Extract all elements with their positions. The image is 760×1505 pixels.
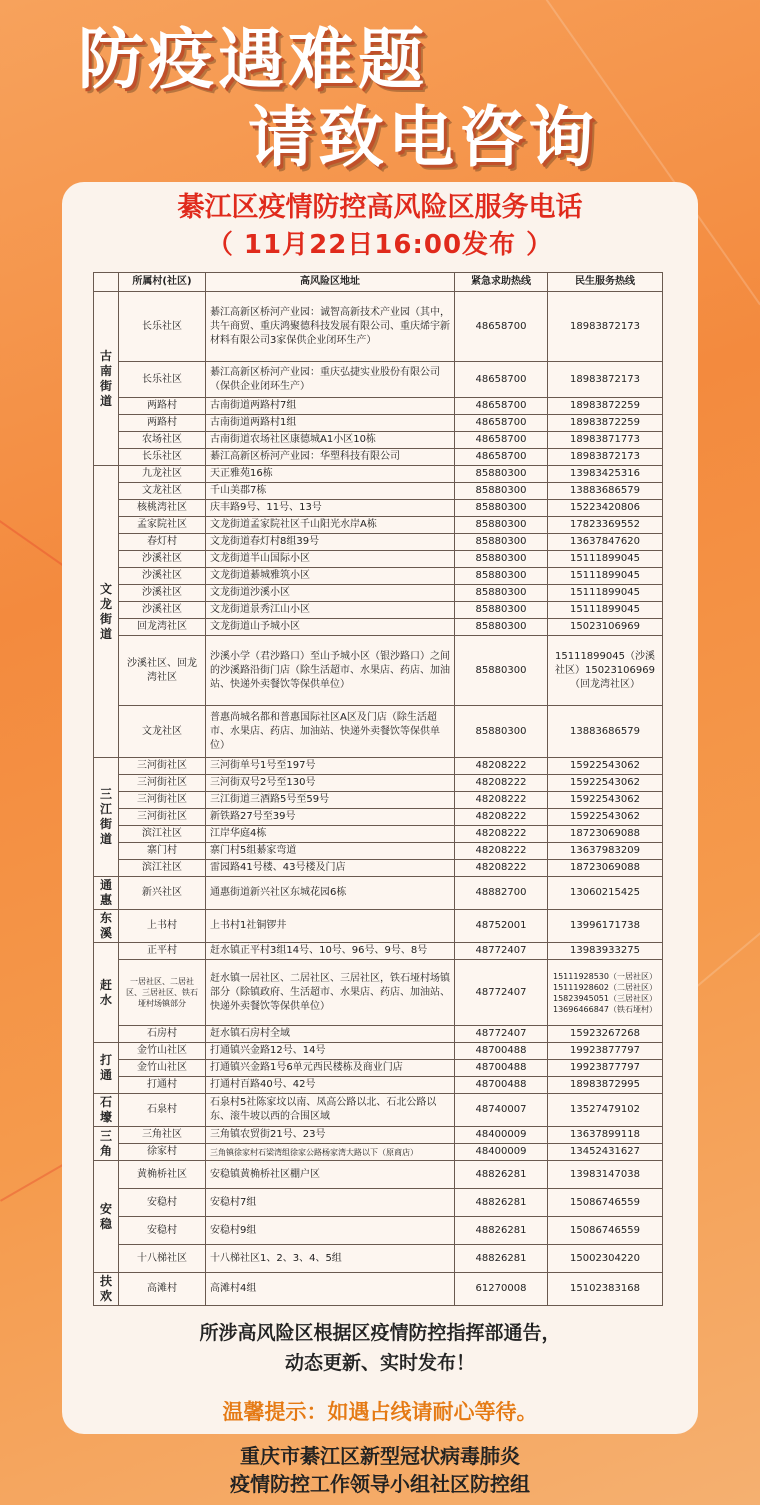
table-row [94, 1273, 663, 1306]
village-cell: 回龙湾社区 [119, 619, 206, 636]
header-address: 高风险区地址 [206, 273, 455, 292]
village-cell: 两路村 [119, 398, 206, 415]
emergency-cell: 48208222 [455, 843, 548, 860]
table-row [94, 826, 663, 843]
table-row [94, 362, 663, 398]
service-cell: 18983872173 [548, 449, 663, 466]
service-cell: 15111899045 [548, 568, 663, 585]
address-cell: 文龙街道孟家院社区千山阳光水岸A栋 [206, 517, 455, 534]
service-cell: 15111899045 [548, 602, 663, 619]
emergency-cell: 85880300 [455, 619, 548, 636]
street-name: 通惠 [94, 877, 119, 910]
village-cell: 高滩村 [119, 1273, 206, 1306]
address-cell: 石泉村5社陈家坟以南、凤高公路以北、石北公路以东、滚牛坡以西的合围区域 [206, 1094, 455, 1127]
emergency-cell: 48208222 [455, 809, 548, 826]
emergency-cell: 48208222 [455, 826, 548, 843]
village-cell: 长乐社区 [119, 362, 206, 398]
service-cell: 17823369552 [548, 517, 663, 534]
table-row [94, 706, 663, 758]
table-row [94, 1094, 663, 1127]
street-name: 扶欢 [94, 1273, 119, 1306]
emergency-cell: 48700488 [455, 1060, 548, 1077]
village-cell: 十八梯社区 [119, 1245, 206, 1273]
table-row [94, 636, 663, 706]
village-cell: 上书村 [119, 910, 206, 943]
table-row [94, 775, 663, 792]
emergency-cell: 48772407 [455, 1026, 548, 1043]
village-cell: 文龙社区 [119, 706, 206, 758]
street-name: 古南街道 [94, 292, 119, 466]
village-cell: 石房村 [119, 1026, 206, 1043]
emergency-cell: 48826281 [455, 1217, 548, 1245]
service-cell: 13637847620 [548, 534, 663, 551]
service-cell: 18983872173 [548, 292, 663, 362]
address-cell: 文龙街道山予城小区 [206, 619, 455, 636]
village-cell: 文龙社区 [119, 483, 206, 500]
village-cell: 春灯村 [119, 534, 206, 551]
address-cell: 文龙街道半山国际小区 [206, 551, 455, 568]
emergency-cell: 48658700 [455, 432, 548, 449]
village-cell: 滨江社区 [119, 860, 206, 877]
service-cell: 19923877797 [548, 1043, 663, 1060]
header-service: 民生服务热线 [548, 273, 663, 292]
table-row [94, 1026, 663, 1043]
service-cell: 18983871773 [548, 432, 663, 449]
village-cell: 徐家村 [119, 1144, 206, 1161]
village-cell: 安稳村 [119, 1217, 206, 1245]
warm-tip: 温馨提示：如遇占线请耐心等待。 [222, 1400, 538, 1424]
table-row [94, 517, 663, 534]
table-row [94, 1245, 663, 1273]
table-row [94, 1060, 663, 1077]
address-cell: 十八梯社区1、2、3、4、5组 [206, 1245, 455, 1273]
service-cell: 13060215425 [548, 877, 663, 910]
service-cell: 13527479102 [548, 1094, 663, 1127]
address-cell: 雷园路41号楼、43号楼及门店 [206, 860, 455, 877]
address-cell: 三江街道三酒路5号至59号 [206, 792, 455, 809]
address-cell: 古南街道两路村1组 [206, 415, 455, 432]
table-row [94, 1127, 663, 1144]
village-cell: 正平村 [119, 943, 206, 960]
emergency-cell: 48208222 [455, 758, 548, 775]
village-cell: 三河街社区 [119, 792, 206, 809]
service-cell: 13883686579 [548, 706, 663, 758]
table-row [94, 1189, 663, 1217]
service-cell: 15023106969 [548, 619, 663, 636]
address-cell: 高滩村4组 [206, 1273, 455, 1306]
table-row [94, 534, 663, 551]
emergency-cell: 85880300 [455, 602, 548, 619]
emergency-cell: 48772407 [455, 960, 548, 1026]
table-row [94, 960, 663, 1026]
address-cell: 文龙街道景秀江山小区 [206, 602, 455, 619]
service-cell: 15111899045 [548, 585, 663, 602]
address-cell: 天正雅苑16栋 [206, 466, 455, 483]
address-cell: 江岸华庭4栋 [206, 826, 455, 843]
table-row [94, 809, 663, 826]
emergency-cell: 48752001 [455, 910, 548, 943]
service-cell: 15922543062 [548, 775, 663, 792]
street-name: 打通 [94, 1043, 119, 1094]
service-cell: 15922543062 [548, 792, 663, 809]
headline-line-2: 请致电咨询 [248, 99, 598, 176]
service-cell: 13637983209 [548, 843, 663, 860]
emergency-cell: 48700488 [455, 1043, 548, 1060]
table-row [94, 860, 663, 877]
emergency-cell: 48208222 [455, 860, 548, 877]
address-cell: 綦江高新区桥河产业园：诚智高新技术产业园（其中，共午商贸、重庆鸿聚德科技发展有限公司、重庆烯宇新材料有限公司3家保供企业闭环生产） [206, 292, 455, 362]
header-emergency: 紧急求助热线 [455, 273, 548, 292]
emergency-cell: 48658700 [455, 398, 548, 415]
village-cell: 沙溪社区 [119, 602, 206, 619]
village-cell: 金竹山社区 [119, 1043, 206, 1060]
emergency-cell: 48700488 [455, 1077, 548, 1094]
service-cell: 15111928530（一居社区）15111928602（二居社区）15823945051（三居社区）13696466847（铁石垭村） [548, 960, 663, 1026]
emergency-cell: 48400009 [455, 1127, 548, 1144]
village-cell: 农场社区 [119, 432, 206, 449]
emergency-cell: 48826281 [455, 1161, 548, 1189]
emergency-cell: 48658700 [455, 362, 548, 398]
emergency-cell: 85880300 [455, 517, 548, 534]
table-row [94, 1144, 663, 1161]
village-cell: 黄桷桥社区 [119, 1161, 206, 1189]
emergency-cell: 48208222 [455, 775, 548, 792]
village-cell: 九龙社区 [119, 466, 206, 483]
emergency-cell: 48208222 [455, 792, 548, 809]
service-cell: 18723069088 [548, 860, 663, 877]
address-cell: 古南街道两路村7组 [206, 398, 455, 415]
street-name: 安稳 [94, 1161, 119, 1273]
address-cell: 綦江高新区桥河产业园：华塑科技有限公司 [206, 449, 455, 466]
address-cell: 三河街单号1号至197号 [206, 758, 455, 775]
address-cell: 赶水镇正平村3组14号、10号、96号、9号、8号 [206, 943, 455, 960]
table-row [94, 415, 663, 432]
village-cell: 孟家院社区 [119, 517, 206, 534]
village-cell: 沙溪社区 [119, 585, 206, 602]
table-row [94, 877, 663, 910]
table-row [94, 398, 663, 415]
service-cell: 15223420806 [548, 500, 663, 517]
table-body [94, 292, 663, 1306]
service-cell: 15923267268 [548, 1026, 663, 1043]
service-cell: 13637899118 [548, 1127, 663, 1144]
service-cell: 15102383168 [548, 1273, 663, 1306]
street-name: 赶水 [94, 943, 119, 1043]
village-cell: 安稳村 [119, 1189, 206, 1217]
street-name: 三角 [94, 1127, 119, 1161]
address-cell: 古南街道农场社区康德城A1小区10栋 [206, 432, 455, 449]
emergency-cell: 48882700 [455, 877, 548, 910]
address-cell: 文龙街道沙溪小区 [206, 585, 455, 602]
service-cell: 19923877797 [548, 1060, 663, 1077]
address-cell: 沙溪小学（君沙路口）至山予城小区（银沙路口）之间的沙溪路沿街门店（除生活超市、水果店、药店、加油站、快递外卖餐饮等保供单位） [206, 636, 455, 706]
table-row [94, 758, 663, 775]
address-cell: 打通村百路40号、42号 [206, 1077, 455, 1094]
table-row [94, 602, 663, 619]
address-cell: 赶水镇石房村全域 [206, 1026, 455, 1043]
emergency-cell: 85880300 [455, 706, 548, 758]
table-row [94, 483, 663, 500]
emergency-cell: 61270008 [455, 1273, 548, 1306]
table-title: 綦江区疫情防控高风险区服务电话 [177, 192, 583, 223]
street-name: 文龙街道 [94, 466, 119, 758]
issuer-line-1: 重庆市綦江区新型冠状病毒肺炎 [240, 1444, 520, 1468]
table-row [94, 1077, 663, 1094]
street-name: 东溪 [94, 910, 119, 943]
address-cell: 安稳镇黄桷桥社区棚户区 [206, 1161, 455, 1189]
emergency-cell: 85880300 [455, 500, 548, 517]
service-cell: 15111899045 [548, 551, 663, 568]
header-street [94, 273, 119, 292]
emergency-cell: 48740007 [455, 1094, 548, 1127]
village-cell: 三角社区 [119, 1127, 206, 1144]
address-cell: 打通镇兴金路1号6单元西民楼栋及商业门店 [206, 1060, 455, 1077]
address-cell: 安稳村7组 [206, 1189, 455, 1217]
emergency-cell: 48772407 [455, 943, 548, 960]
emergency-cell: 85880300 [455, 568, 548, 585]
table-row [94, 568, 663, 585]
service-cell: 15922543062 [548, 758, 663, 775]
village-cell: 寨门村 [119, 843, 206, 860]
village-cell: 石泉村 [119, 1094, 206, 1127]
table-row [94, 500, 663, 517]
village-cell: 金竹山社区 [119, 1060, 206, 1077]
village-cell: 长乐社区 [119, 292, 206, 362]
table-row [94, 843, 663, 860]
service-cell: 15086746559 [548, 1189, 663, 1217]
service-cell: 15111899045（沙溪社区）15023106969（回龙湾社区） [548, 636, 663, 706]
village-cell: 打通村 [119, 1077, 206, 1094]
table-row [94, 432, 663, 449]
village-cell: 沙溪社区 [119, 551, 206, 568]
address-cell: 千山美郡7栋 [206, 483, 455, 500]
emergency-cell: 48826281 [455, 1245, 548, 1273]
address-cell: 三角镇农贸街21号、23号 [206, 1127, 455, 1144]
service-cell: 13996171738 [548, 910, 663, 943]
street-name: 三江街道 [94, 758, 119, 877]
emergency-cell: 48658700 [455, 449, 548, 466]
emergency-cell: 85880300 [455, 534, 548, 551]
service-cell: 13983425316 [548, 466, 663, 483]
table-row [94, 551, 663, 568]
emergency-cell: 85880300 [455, 636, 548, 706]
address-cell: 上书村1社铜锣井 [206, 910, 455, 943]
village-cell: 滨江社区 [119, 826, 206, 843]
emergency-cell: 85880300 [455, 585, 548, 602]
service-cell: 13983147038 [548, 1161, 663, 1189]
village-cell: 三河街社区 [119, 775, 206, 792]
emergency-cell: 48400009 [455, 1144, 548, 1161]
village-cell: 长乐社区 [119, 449, 206, 466]
address-cell: 普惠尚城名都和普惠国际社区A区及门店（除生活超市、水果店、药店、加油站、快递外卖餐饮等保供单位） [206, 706, 455, 758]
village-cell: 三河街社区 [119, 758, 206, 775]
headline-line-1: 防疫遇难题 [78, 21, 428, 98]
service-cell: 13883686579 [548, 483, 663, 500]
table-row [94, 1043, 663, 1060]
village-cell: 两路村 [119, 415, 206, 432]
table-header-row [94, 273, 663, 292]
service-cell: 15086746559 [548, 1217, 663, 1245]
address-cell: 打通镇兴金路12号、14号 [206, 1043, 455, 1060]
emergency-cell: 48658700 [455, 292, 548, 362]
street-name: 石壕 [94, 1094, 119, 1127]
address-cell: 赶水镇一居社区、二居社区、三居社区，铁石垭村场镇部分（除镇政府、生活超市、水果店、药店、加油站、快递外卖餐饮等保供单位） [206, 960, 455, 1026]
address-cell: 文龙街道春灯村8组39号 [206, 534, 455, 551]
village-cell: 沙溪社区 [119, 568, 206, 585]
header-village: 所属村(社区) [119, 273, 206, 292]
village-cell: 核桃湾社区 [119, 500, 206, 517]
service-cell: 15922543062 [548, 809, 663, 826]
table-row [94, 466, 663, 483]
address-cell: 三河街双号2号至130号 [206, 775, 455, 792]
table-row [94, 292, 663, 362]
issuer-line-2: 疫情防控工作领导小组社区防控组 [230, 1472, 530, 1496]
address-cell: 文龙街道綦城雅筑小区 [206, 568, 455, 585]
village-cell: 新兴社区 [119, 877, 206, 910]
emergency-cell: 85880300 [455, 483, 548, 500]
table-row [94, 1161, 663, 1189]
table-row [94, 1217, 663, 1245]
emergency-cell: 48826281 [455, 1189, 548, 1217]
service-cell: 15002304220 [548, 1245, 663, 1273]
address-cell: 三角镇徐家村石梁湾组徐家公路杨家湾大路以下（原商店） [206, 1144, 455, 1161]
service-cell: 13983933275 [548, 943, 663, 960]
publish-time: （ 11月22日16:00发布 ） [206, 230, 554, 260]
emergency-cell: 48658700 [455, 415, 548, 432]
table-row [94, 943, 663, 960]
table-row [94, 792, 663, 809]
notice-line-2: 动态更新、实时发布！ [284, 1352, 475, 1374]
village-cell: 沙溪社区、回龙湾社区 [119, 636, 206, 706]
service-cell: 18723069088 [548, 826, 663, 843]
village-cell: 一居社区、二居社区、三居社区、铁石垭村场镇部分 [119, 960, 206, 1026]
service-cell: 18983872995 [548, 1077, 663, 1094]
risk-area-table [93, 272, 663, 1306]
table-row [94, 585, 663, 602]
address-cell: 庆丰路9号、11号、13号 [206, 500, 455, 517]
address-cell: 安稳村9组 [206, 1217, 455, 1245]
village-cell: 三河街社区 [119, 809, 206, 826]
service-cell: 18983872259 [548, 415, 663, 432]
emergency-cell: 85880300 [455, 551, 548, 568]
emergency-cell: 85880300 [455, 466, 548, 483]
service-cell: 18983872259 [548, 398, 663, 415]
address-cell: 綦江高新区桥河产业园：重庆弘捷实业股份有限公司（保供企业闭环生产） [206, 362, 455, 398]
service-cell: 18983872173 [548, 362, 663, 398]
table-row [94, 910, 663, 943]
table-row [94, 619, 663, 636]
table-row [94, 449, 663, 466]
notice-line-1: 所涉高风险区根据区疫情防控指挥部通告， [199, 1322, 561, 1344]
service-cell: 13452431627 [548, 1144, 663, 1161]
address-cell: 寨门村5组綦家弯道 [206, 843, 455, 860]
address-cell: 通惠街道新兴社区东城花园6栋 [206, 877, 455, 910]
address-cell: 新铁路27号至39号 [206, 809, 455, 826]
